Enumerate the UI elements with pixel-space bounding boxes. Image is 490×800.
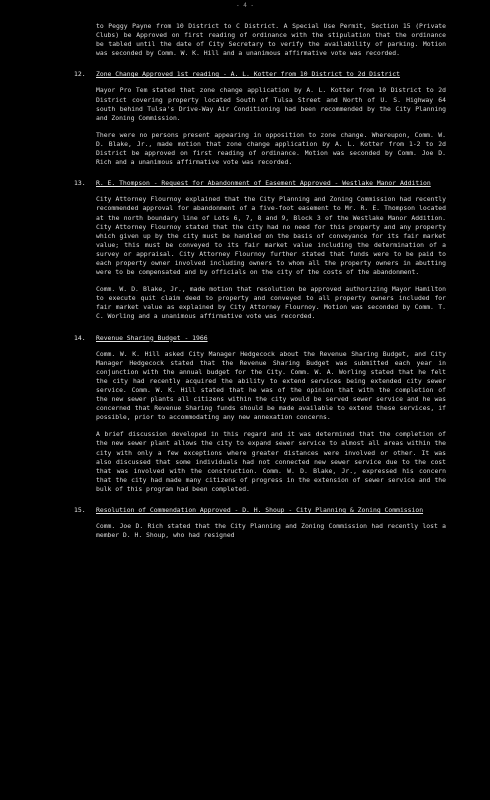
item-title: [96, 506, 446, 515]
item-heading: [0, 70, 490, 79]
agenda-item-13: [0, 179, 490, 321]
item-heading: [0, 179, 490, 188]
item-title-text: Revenue Sharing Budget - 1966: [96, 333, 208, 342]
item-heading: [0, 334, 490, 343]
item-number: 12.: [74, 70, 86, 79]
item-title: [96, 334, 446, 343]
intro-paragraph: to Peggy Payne from 10 District to C District. A Special Use Permit, Section 15 (Private Clubs) be Approved on first reading of ordinance with the stipulation that the ordinance be tabled until the date of City Secretary to verify the availability of parking. Motion was seconded by Comm. W. K. Hill and a unanimous affirmative vote was recorded.: [96, 22, 446, 58]
agenda-item-15: [0, 506, 490, 540]
item-number: 13.: [74, 179, 86, 188]
item-paragraph: Comm. Joe D. Rich stated that the City Planning and Zoning Commission had recently lost a member D. H. Shoup, who had resigned: [96, 522, 446, 540]
item-title: [96, 179, 446, 188]
document-page: [0, 22, 490, 540]
item-number: 14.: [74, 333, 86, 342]
item-paragraph: City Attorney Flournoy explained that the City Planning and Zoning Commission had recently recommended approval for abandonment of a five-foot easement to Mr. R. E. Thompson located at the north boundary line of Lots 6, 7, 8 and 9, Block 3 of the Westlake Manor Addition. City Attorney Flournoy stated that the city had no need for this property and any property which given up by the city must be handled on the basis of conveyance for its fair market value; this must be conveyed to its fair market value including the determination of a survey or appraisal. City Attorney Flournoy further stated that funds were to be paid to each property owner involved including owners to whom all the property owners in abutting were to be compensated and by officials on the city of the costs of the abandonment.: [96, 195, 446, 277]
item-paragraph: Mayor Pro Tem stated that zone change application by A. L. Kotter from 10 District to 2d District covering property located South of Tulsa Street and North of U. S. Highway 64 south behind Tulsa's Drive-Way Air Conditioning had been recommended by the City Planning and Zoning Commission.: [96, 86, 446, 122]
item-paragraph: Comm. W. D. Blake, Jr., made motion that resolution be approved authorizing Mayor Hamilton to execute quit claim deed to property and conveyed to all property owners included for fair market value as explained by City Attorney Flournoy. Motion was seconded by Comm. T. C. Worling and a unanimous affirmative vote was recorded.: [96, 285, 446, 321]
item-title-text: Zone Change Approved 1st reading - A. L. Kotter from 10 District to 2d District: [96, 70, 400, 79]
item-title-text: R. E. Thompson - Request for Abandonment of Easement Approved - Westlake Manor Addition: [96, 179, 431, 188]
agenda-item-14: [0, 334, 490, 495]
item-paragraph: A brief discussion developed in this regard and it was determined that the completion of the new sewer plant allows the city to expand sewer service to almost all areas within the city with only a few exceptions where greater distances were involved or other. It was also discussed that some individuals had not connected new sewer service due to the cost that was involved with the construction. Comm. W. D. Blake, Jr., expressed his concern that the city had made many citizens of progress in the extension of sewer service and the bulk of this program had been completed.: [96, 430, 446, 493]
item-title-text: Resolution of Commendation Approved - D. H. Shoup - City Planning & Zoning Commission: [96, 506, 424, 515]
item-number: 15.: [74, 506, 86, 515]
item-heading: [0, 506, 490, 515]
item-paragraph: Comm. W. K. Hill asked City Manager Hedgecock about the Revenue Sharing Budget, and City Manager Hedgecock stated that the Revenue Sharing Budget was submitted each year in conjunction with the annual budget for the City. Comm. W. A. Worling stated that he felt the city had recently acquired the ability to extend services being extended city sewer service. Comm. W. K. Hill stated that he was of the opinion that with the completion of the new sewer plants all citizens within the city would be served sewer service and he was concerned that Revenue Sharing funds should be made available to extend these services, if possible, prior to accommodating any new annexation concerns.: [96, 349, 446, 422]
item-paragraph: There were no persons present appearing in opposition to zone change. Whereupon, Comm. W. D. Blake, Jr., made motion that zone change application by A. L. Kotter from 1-2 to 2d District be approved on first reading of ordinance. Motion was seconded by Comm. Joe D. Rich and a unanimous affirmative vote was recorded.: [96, 130, 446, 167]
agenda-item-12: [0, 70, 490, 167]
page-number: - 4 -: [235, 2, 255, 9]
item-title: [96, 70, 446, 79]
